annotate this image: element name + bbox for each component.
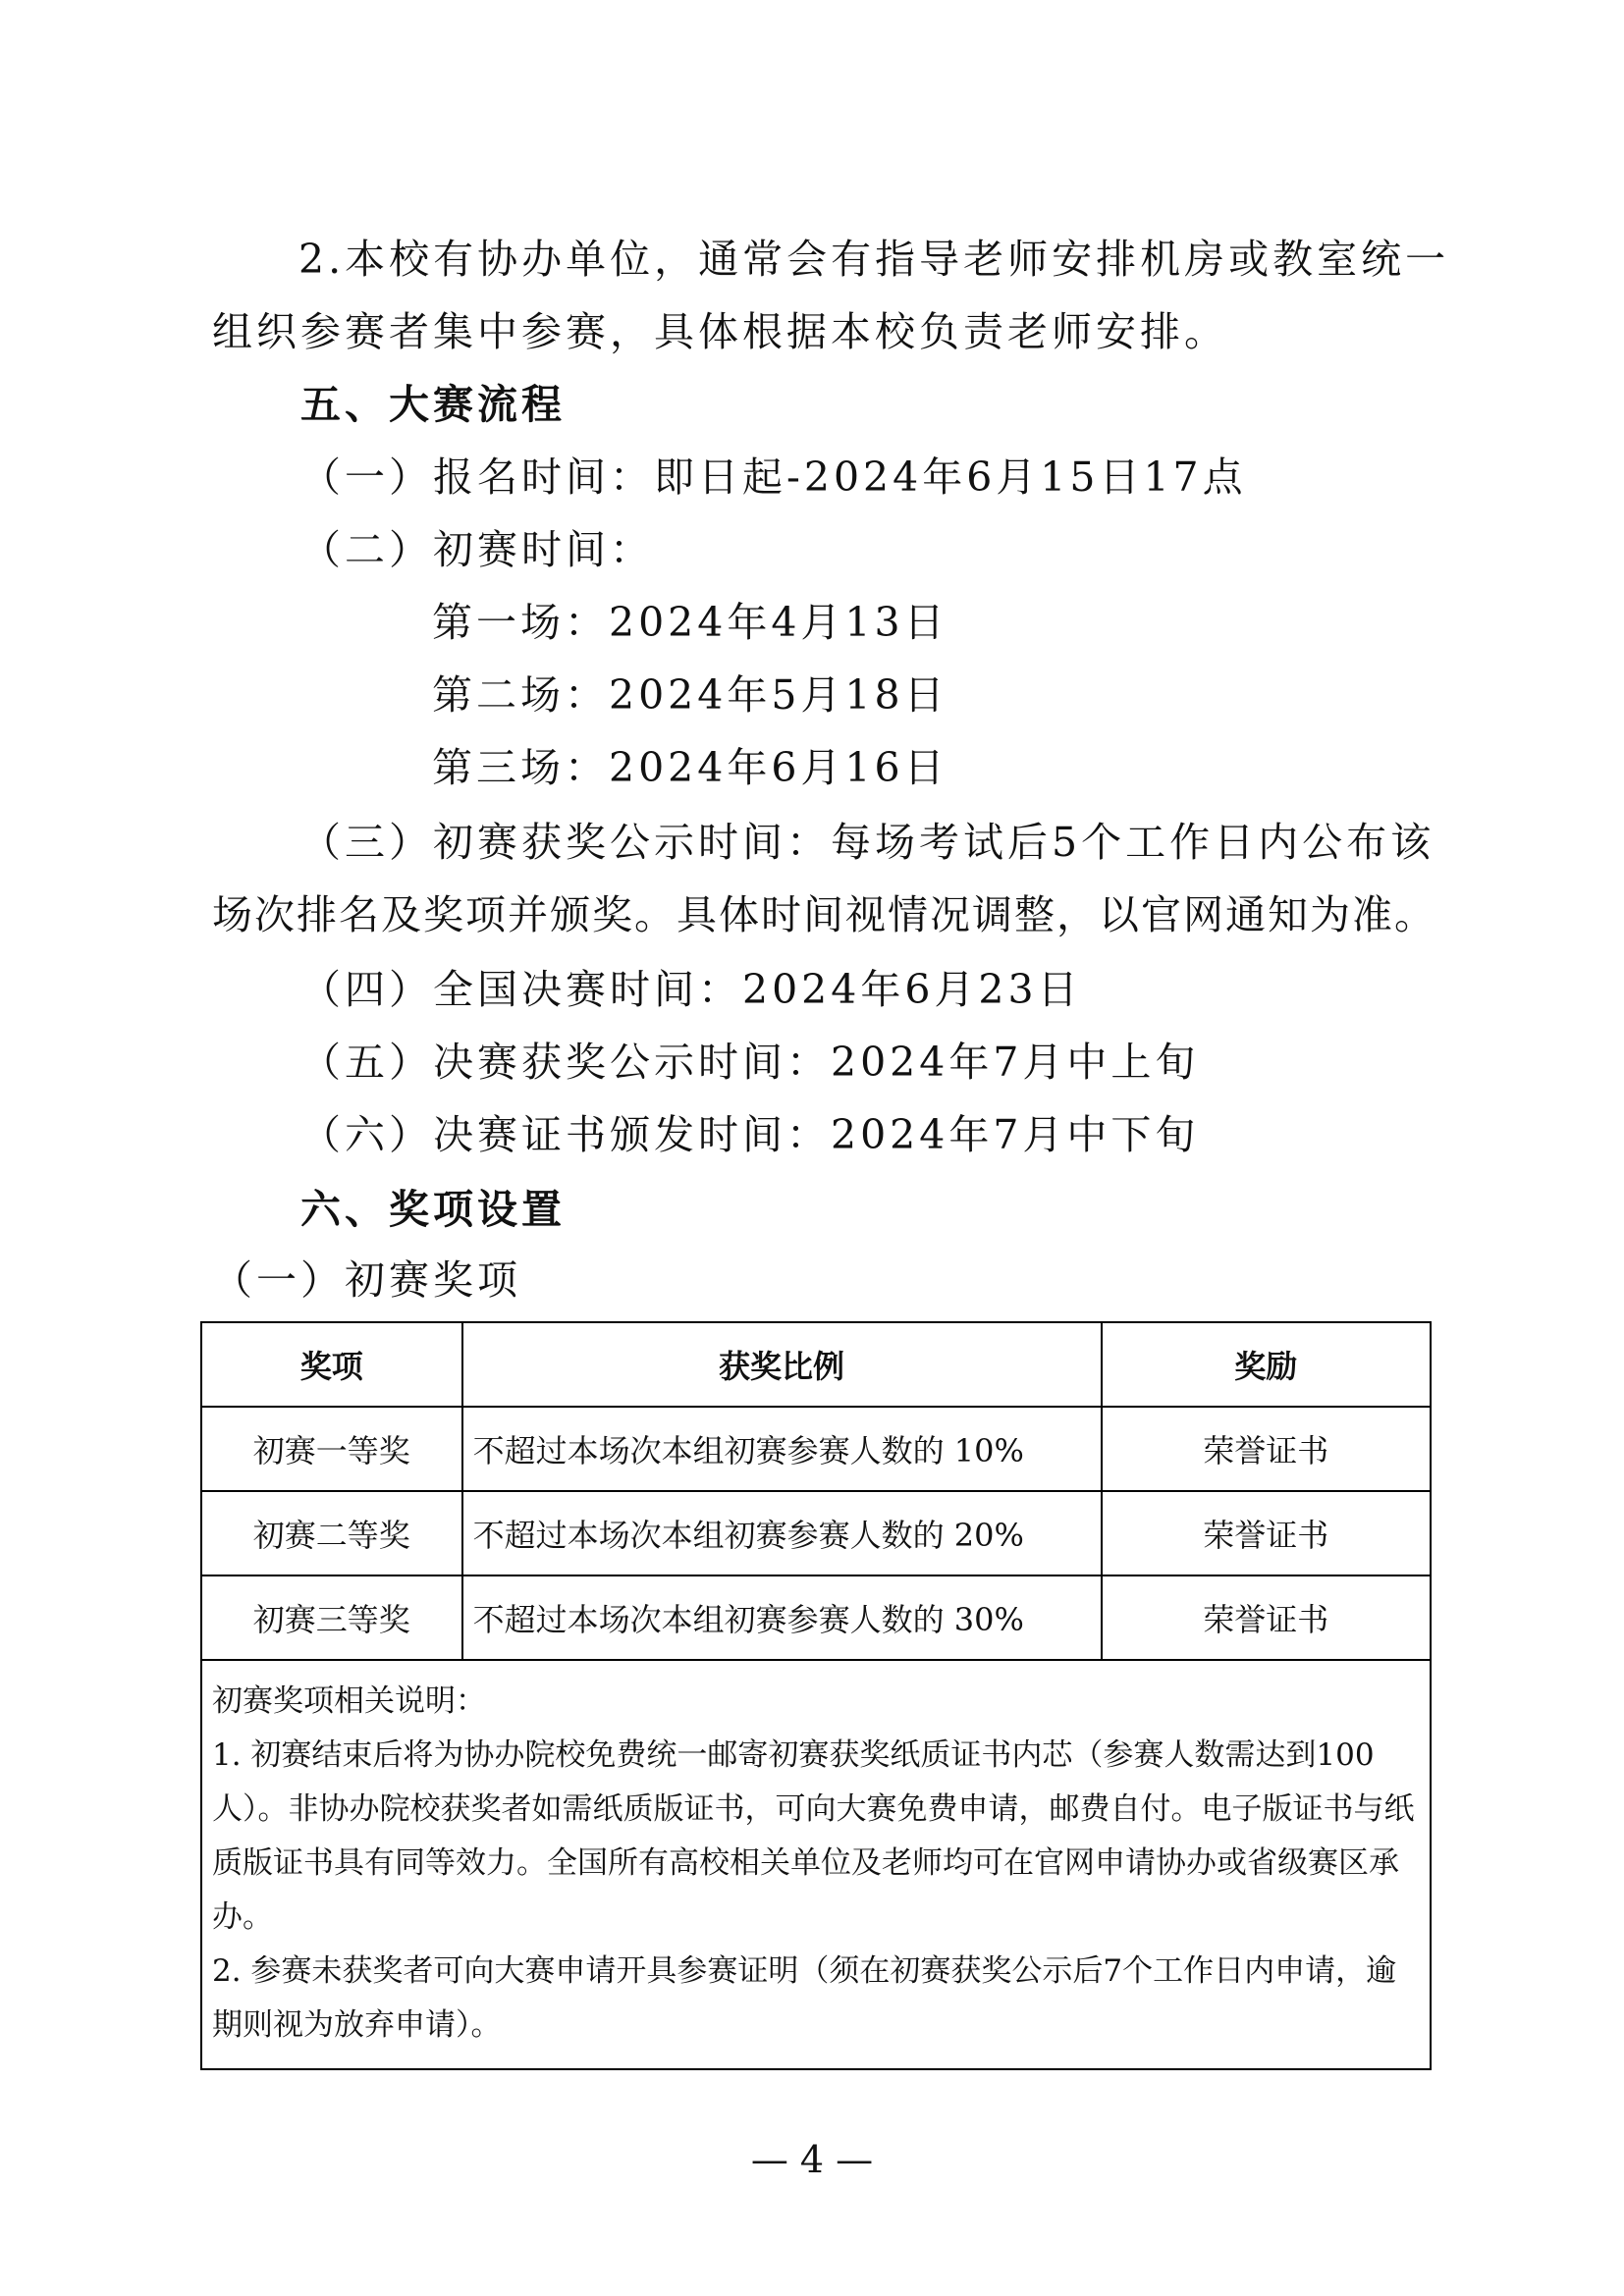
- final-announce-time: （五）决赛获奖公示时间：2024年7月中上旬: [300, 1039, 1200, 1086]
- prelim-announce-time: （三）初赛获奖公示时间：每场考试后5个工作日内公布该: [300, 819, 1435, 866]
- certificate-time: （六）决赛证书颁发时间：2024年7月中下旬: [300, 1111, 1200, 1158]
- award-table: [200, 1321, 1432, 2070]
- reward-cell: 荣誉证书: [1102, 1407, 1431, 1491]
- table-header: 奖励: [1102, 1322, 1431, 1407]
- table-row: [201, 1407, 1431, 1491]
- table-header-row: [201, 1322, 1431, 1407]
- page-number: — 4 —: [750, 2138, 874, 2181]
- reward-cell: 荣誉证书: [1102, 1491, 1431, 1575]
- registration-time: （一）报名时间：即日起-2024年6月15日17点: [300, 454, 1247, 501]
- ratio-cell: 不超过本场次本组初赛参赛人数的 30%: [462, 1575, 1102, 1660]
- section-heading: 五、大赛流程: [300, 381, 566, 428]
- notes-title: 初赛奖项相关说明：: [212, 1683, 486, 1719]
- prelim-session: 第三场：2024年6月16日: [432, 744, 948, 791]
- notes-cell: [201, 1660, 1431, 2069]
- ratio-cell: 不超过本场次本组初赛参赛人数的 20%: [462, 1491, 1102, 1575]
- notes-row: [201, 1660, 1431, 2069]
- table-header: 奖项: [201, 1322, 462, 1407]
- table-row: [201, 1491, 1431, 1575]
- section-heading: 六、奖项设置: [300, 1186, 566, 1233]
- final-time: （四）全国决赛时间：2024年6月23日: [300, 966, 1082, 1013]
- award-cell: 初赛二等奖: [201, 1491, 462, 1575]
- award-cell: 初赛三等奖: [201, 1575, 462, 1660]
- prelim-session: 第二场：2024年5月18日: [432, 671, 948, 719]
- table-row: [201, 1575, 1431, 1660]
- sub-heading: （一）初赛奖项: [212, 1256, 521, 1304]
- prelim-time-heading: （二）初赛时间：: [300, 526, 654, 573]
- paragraph-line: 2.本校有协办单位，通常会有指导老师安排机房或教室统一: [298, 236, 1450, 283]
- paragraph-line: 组织参赛者集中参赛，具体根据本校负责老师安排。: [212, 308, 1228, 355]
- award-cell: 初赛一等奖: [201, 1407, 462, 1491]
- prelim-announce-time: 场次排名及奖项并颁奖。具体时间视情况调整，以官网通知为准。: [212, 891, 1436, 938]
- table-header: 获奖比例: [462, 1322, 1102, 1407]
- prelim-session: 第一场：2024年4月13日: [432, 599, 948, 646]
- note-item: 2. 参赛未获奖者可向大赛申请开具参赛证明（须在初赛获奖公示后7个工作日内申请，逾期则视为放弃申请）。: [212, 1953, 1397, 2043]
- note-item: 1. 初赛结束后将为协办院校免费统一邮寄初赛获奖纸质证书内芯（参赛人数需达到100人）。非协办院校获奖者如需纸质版证书，可向大赛免费申请，邮费自付。电子版证书与纸质版证书具有同等效力。全国所有高校相关单位及老师均可在官网申请协办或省级赛区承办。: [212, 1737, 1415, 1935]
- ratio-cell: 不超过本场次本组初赛参赛人数的 10%: [462, 1407, 1102, 1491]
- reward-cell: 荣誉证书: [1102, 1575, 1431, 1660]
